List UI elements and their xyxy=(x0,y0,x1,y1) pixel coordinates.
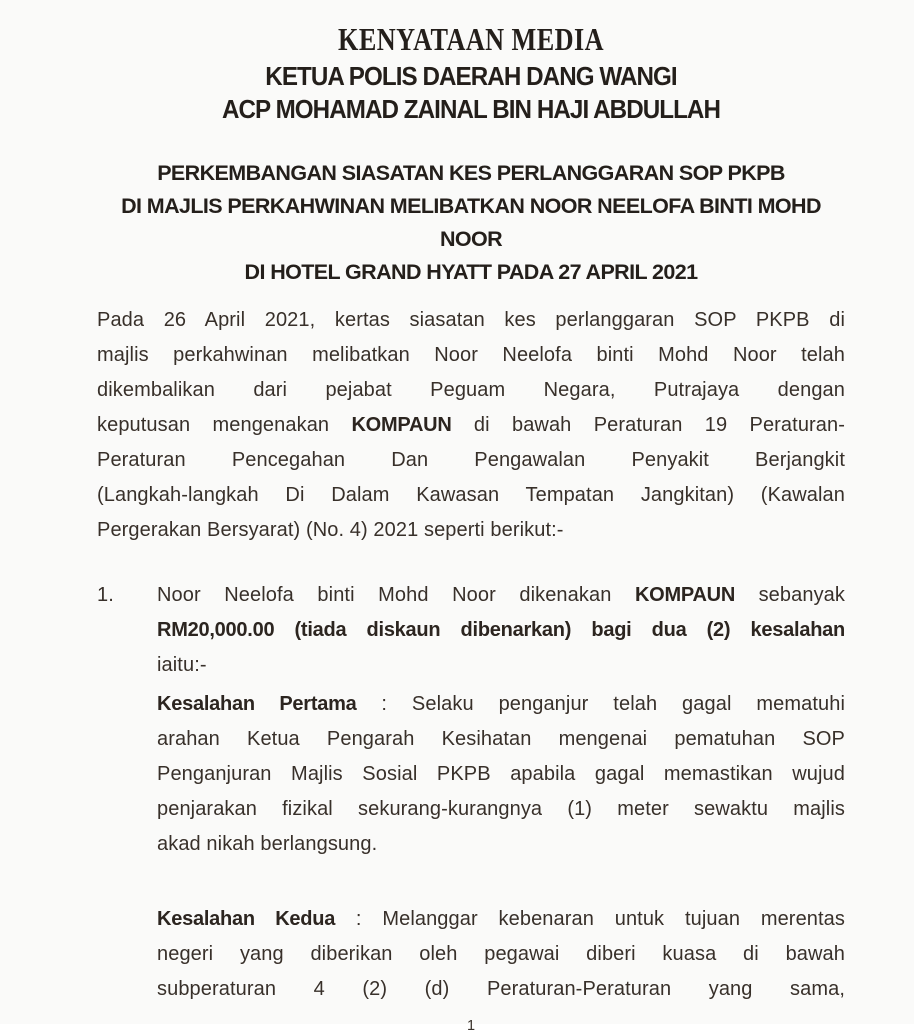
list-item-number: 1. xyxy=(97,584,114,606)
text-segment: arahan Ketua Pengarah Kesihatan mengenai pematuhan SOP xyxy=(157,728,845,750)
text-segment: iaitu:- xyxy=(157,654,207,676)
text-segment: subperaturan 4 (2) (d) Peraturan-Peraturan yang sama, xyxy=(157,978,845,1000)
text-line xyxy=(157,902,845,937)
text-segment: Pergerakan Bersyarat) (No. 4) 2021 seperti berikut:- xyxy=(97,519,564,541)
text-line xyxy=(157,937,845,972)
bold-text-segment: RM20,000.00 (tiada diskaun dibenarkan) bagi dua (2) kesalahan xyxy=(157,619,845,641)
text-segment: Pada 26 April 2021, kertas siasatan kes perlanggaran SOP PKPB di xyxy=(97,309,845,331)
subject-heading-line: DI HOTEL GRAND HYATT PADA 27 APRIL 2021 xyxy=(244,260,698,284)
text-line xyxy=(97,443,845,478)
text-line xyxy=(97,373,845,408)
text-segment: negeri yang diberikan oleh pegawai diberi kuasa di bawah xyxy=(157,943,845,965)
text-line xyxy=(157,578,845,613)
issuer-block xyxy=(97,60,845,126)
bold-text-segment: KOMPAUN xyxy=(351,414,452,436)
bold-text-segment: KOMPAUN xyxy=(634,584,736,606)
text-segment: sebanyak xyxy=(735,584,845,606)
text-segment: keputusan mengenakan xyxy=(97,414,352,436)
text-line xyxy=(157,613,845,648)
text-line xyxy=(157,687,845,722)
text-line xyxy=(157,827,845,862)
text-line xyxy=(157,792,845,827)
issuer-office-line: KETUA POLIS DAERAH DANG WANGI xyxy=(265,61,677,91)
subject-heading-line: DI MAJLIS PERKAHWINAN MELIBATKAN NOOR NEELOFA BINTI MOHD NOOR xyxy=(121,194,821,251)
subject-heading-line: PERKEMBANGAN SIASATAN KES PERLANGGARAN SOP PKPB xyxy=(157,161,785,185)
text-segment: Penganjuran Majlis Sosial PKPB apabila gagal memastikan wujud xyxy=(157,763,845,785)
text-segment: di bawah Peraturan 19 Peraturan- xyxy=(451,414,846,436)
intro-paragraph xyxy=(97,303,845,548)
text-line xyxy=(157,972,845,1007)
text-line xyxy=(97,338,845,373)
text-segment: : Selaku penganjur telah gagal mematuhi xyxy=(356,693,845,715)
page-number: 1 xyxy=(466,1018,476,1034)
list-item-body xyxy=(157,578,845,1007)
subject-heading-block xyxy=(97,157,845,289)
text-segment: penjarakan fizikal sekurang-kurangnya (1) meter sewaktu majlis xyxy=(157,798,845,820)
issuer-name-line: ACP MOHAMAD ZAINAL BIN HAJI ABDULLAH xyxy=(221,94,721,124)
bold-text-segment: Kesalahan Pertama xyxy=(157,693,357,715)
text-segment: Peraturan Pencegahan Dan Pengawalan Penyakit Berjangkit xyxy=(97,449,845,471)
text-segment: Noor Neelofa binti Mohd Noor dikenakan xyxy=(157,584,635,606)
first-offense-paragraph xyxy=(157,687,845,862)
text-segment: majlis perkahwinan melibatkan Noor Neelofa binti Mohd Noor telah xyxy=(97,344,845,366)
text-line xyxy=(97,513,845,548)
text-segment: : Melanggar kebenaran untuk tujuan merentas xyxy=(335,908,845,930)
text-line xyxy=(97,303,845,338)
text-segment: (Langkah-langkah Di Dalam Kawasan Tempatan Jangkitan) (Kawalan xyxy=(97,484,845,506)
text-segment: dikembalikan dari pejabat Peguam Negara, Putrajaya dengan xyxy=(97,379,845,401)
compound-paragraph xyxy=(157,578,845,683)
document-content xyxy=(0,20,914,1035)
second-offense-paragraph xyxy=(157,902,845,1007)
text-line xyxy=(157,757,845,792)
text-line xyxy=(157,722,845,757)
list-item-1 xyxy=(97,578,845,1007)
bold-text-segment: Kesalahan Kedua xyxy=(157,908,336,930)
text-line xyxy=(97,408,845,443)
text-segment: akad nikah berlangsung. xyxy=(157,833,378,855)
document-title: KENYATAAN MEDIA xyxy=(338,21,604,57)
text-line xyxy=(157,648,845,683)
text-line xyxy=(97,478,845,513)
